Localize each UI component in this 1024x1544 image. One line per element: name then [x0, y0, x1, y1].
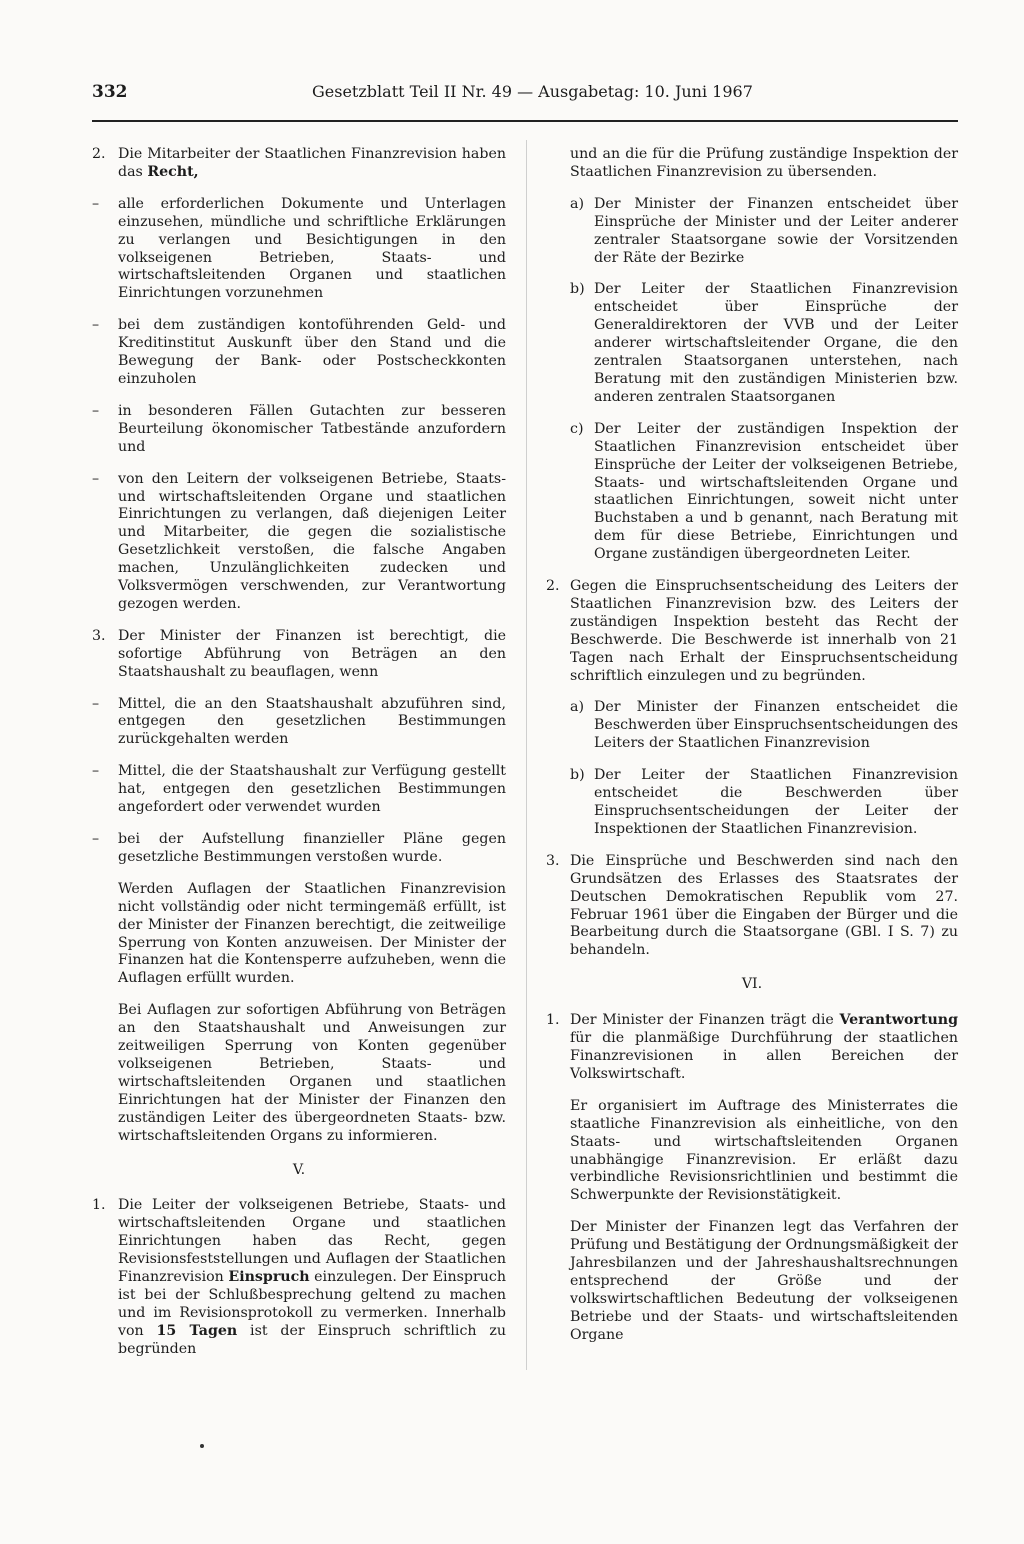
paragraph-v3 — [546, 853, 958, 960]
dash-item: – Mittel, die an den Staatshaushalt abzuführen sind, entgegen den gesetzlichen Bestimmungen zurückgehalten werden — [92, 695, 506, 748]
paragraph-text: Die Einsprüche und Beschwerden sind nach den Grundsätzen des Erlasses des Staatsrates der Deutschen Demokratischen Republik vom 27. Februar 1961 über die Eingaben der Bürger und die Bearbeitung durch die Staatsorgane (GBl. I S. 7) zu behandeln. — [570, 852, 958, 959]
dash-item: – in besonderen Fällen Gutachten zur besseren Beurteilung ökonomischer Tatbestände anzufordern und — [92, 402, 506, 455]
sub-label: c) — [570, 420, 584, 437]
page-number: 332 — [92, 82, 128, 102]
sub-text: Der Leiter der Staatlichen Finanzrevision entscheidet über Einsprüche der Generaldirektoren der VVB und der Leiter anderer wirtschaftsleitender Organe, die den zentralen Staatsorganen unterstehen, nach Beratung mit den zuständigen Ministerien bzw. anderen zentralen Staatsorganen — [594, 281, 958, 405]
sub-label: b) — [570, 767, 585, 784]
sub-text: Der Leiter der Staatlichen Finanzrevision entscheidet die Beschwerden über Einspruchsentscheidungen der Leiter der Inspektionen der Staatlichen Finanzrevision. — [594, 767, 958, 837]
sub-label: a) — [570, 699, 584, 716]
paragraph-number: 2. — [92, 146, 106, 162]
emphasis-verantwortung: Verantwortung — [839, 1012, 958, 1029]
text-run: Die Leiter der volkseigenen Betriebe, Staats- und wirtschaftsleitenden Organe und staatlichen Einrichtungen haben das Recht, gegen Revisionsfeststellungen und Auflagen der Staatlichen Finanzrevision — [118, 1197, 506, 1286]
paragraph-intro: Die Mitarbeiter der Staatlichen Finanzrevision haben das — [118, 146, 506, 180]
left-column — [92, 146, 506, 1373]
dash-text: in besonderen Fällen Gutachten zur besseren Beurteilung ökonomischer Tatbestände anzufordern und — [118, 402, 506, 455]
paragraph-number: 2. — [546, 578, 560, 595]
paragraph-v2 — [546, 578, 958, 685]
text-run: ist der Einspruch schriftlich zu begründen — [118, 1322, 506, 1357]
page-header — [92, 82, 958, 118]
paragraph-text: Gegen die Einspruchsentscheidung des Leiters der Staatlichen Finanzrevision bzw. des Leiters der zuständigen Inspektion besteht das Recht der Beschwerde. Die Beschwerde ist innerhalb von 21 Tagen nach Erhalt der Einspruchsentscheidung schriftlich einzulegen und zu begründen. — [570, 578, 958, 684]
header-rule — [92, 120, 958, 122]
paragraph-2 — [92, 146, 506, 182]
section-heading-v: V. — [292, 1161, 306, 1178]
dash-item: – Mittel, die der Staatshaushalt zur Verfügung gestellt hat, entgegen den gesetzlichen Bestimmungen angefordert oder verwendet wurden — [92, 763, 506, 816]
right-column — [546, 146, 958, 1359]
paragraph-intro: Der Minister der Finanzen ist berechtigt, die sofortige Abführung von Beträgen an den Staatshaushalt zu beauflagen, wenn — [118, 627, 506, 680]
sub-item — [546, 196, 958, 268]
paragraph-3 — [92, 628, 506, 682]
text-run: einzulegen. Der Einspruch ist bei der Schlußbesprechung geltend zu machen und im Revisionsprotokoll zu vermerken. Innerhalb von — [118, 1269, 506, 1339]
column-divider — [526, 140, 527, 1370]
scan-dot — [200, 1444, 204, 1448]
text-run: Der Minister der Finanzen trägt die — [570, 1012, 840, 1029]
paragraph-text: Der Minister der Finanzen legt das Verfahren der Prüfung und Bestätigung der Ordnungsmäßigkeit der Jahresbilanzen und der Jahreshaushaltsrechnungen entsprechend der Größe und der volkswirtschaftlichen Bedeutung der volkseigenen Betriebe und der Staats- und wirtschaftsleitenden Organe — [570, 1219, 958, 1343]
continuation-text: und an die für die Prüfung zuständige Inspektion der Staatlichen Finanzrevision zu übersenden. — [570, 146, 958, 180]
sub-item — [546, 421, 958, 564]
paragraph-number: 3. — [92, 627, 106, 644]
paragraph-text: Bei Auflagen zur sofortigen Abführung von Beträgen an den Staatshaushalt und Anweisungen zur zeitweiligen Sperrung von Konten gegenüber volkseigenen Betrieben, Staats- und wirtschaftsleitenden Organen und staatlichen Einrichtungen hat der Minister der Finanzen den zuständigen Leiter des übergeordneten Staats- bzw. wirtschaftsleitenden Organs zu informieren. — [118, 1002, 506, 1144]
sub-text: Der Minister der Finanzen entscheidet über Einsprüche der Minister und der Leiter anderer zentraler Staatsorgane sowie der Vorsitzenden der Räte der Bezirke — [594, 195, 958, 266]
sub-item — [546, 281, 958, 406]
sub-item — [546, 767, 958, 839]
emphasis-recht: Recht, — [147, 163, 199, 180]
dash-item: – alle erforderlichen Dokumente und Unterlagen einzusehen, mündliche und schriftliche Erklärungen zu verlangen und Besichtigungen in den volkseigenen Betrieben, Staats- und wirtschaftsleitenden Organen und staatlichen Einrichtungen vorzunehmen — [92, 195, 506, 302]
sub-text: Der Minister der Finanzen entscheidet die Beschwerden über Einspruchsentscheidungen des Leiters der Staatlichen Finanzrevision — [594, 699, 958, 752]
sub-label: a) — [570, 195, 584, 212]
dash-item: – bei der Aufstellung finanzieller Pläne gegen gesetzliche Bestimmungen verstoßen wurde. — [92, 831, 506, 865]
dash-item: – bei dem zuständigen kontoführenden Geld- und Kreditinstitut Auskunft über den Stand und die Bewegung der Bank- oder Postscheckkonten einzuholen — [92, 317, 506, 387]
dash-text: bei dem zuständigen kontoführenden Geld- und Kreditinstitut Auskunft über den Stand und die Bewegung der Bank- oder Postscheckkonten einzuholen — [118, 317, 506, 387]
text-run: für die planmäßige Durchführung der staatlichen Finanzrevisionen in allen Bereichen der Volkswirtschaft. — [570, 1030, 958, 1082]
paragraph-number: 1. — [546, 1012, 560, 1029]
paragraph-number: 3. — [546, 852, 560, 869]
dash-text: alle erforderlichen Dokumente und Unterlagen einzusehen, mündliche und schriftliche Erklärungen zu verlangen und Besichtigungen in den volkseigenen Betrieben, Staats- und wirtschaftsleitenden Organen und staatlichen Einrichtungen vorzunehmen — [118, 195, 506, 302]
dash-item: – von den Leitern der volkseigenen Betriebe, Staats- und wirtschaftsleitenden Organe und staatlichen Einrichtungen zu verlangen, daß diejenigen Leiter und Mitarbeiter, die gegen die sozialistische Gesetzlichkeit verstoßen, die falsche Angaben machen, Unzulänglichkeiten zudecken und Volksvermögen verschwenden, zur Verantwortung gezogen werden. — [92, 470, 506, 612]
paragraph-v1 — [92, 1197, 506, 1358]
paragraph-text: Er organisiert im Auftrage des Ministerrates die staatliche Finanzrevision als einheitliche, von den Staats- und wirtschaftsleitenden Organen unabhängige Finanzrevision. Er erläßt dazu verbindliche Revisionsrichtlinien und bestimmt die Schwerpunkte der Revisionstätigkeit. — [570, 1097, 958, 1204]
dash-text: Mittel, die der Staatshaushalt zur Verfügung gestellt hat, entgegen den gesetzlichen Bestimmungen angefordert oder verwendet wurden — [118, 763, 506, 816]
sub-item — [546, 699, 958, 753]
emphasis-15-tagen: 15 Tagen — [156, 1322, 238, 1339]
dash-text: bei der Aufstellung finanzieller Pläne gegen gesetzliche Bestimmungen verstoßen wurde. — [118, 831, 506, 865]
sub-text: Der Leiter der zuständigen Inspektion der Staatlichen Finanzrevision entscheidet über Einsprüche der Leiter der volkseigenen Betriebe, Staats- und wirtschaftsleitenden Organe und staatlichen Einrichtungen, soweit nicht unter Buchstaben a und b genannt, nach Beratung mit dem für diese Betriebe, Einrichtungen und Organe zuständigen übergeordneten Leiter. — [594, 420, 958, 563]
header-title: Gesetzblatt Teil II Nr. 49 — Ausgabetag: 10. Juni 1967 — [312, 82, 753, 101]
sub-label: b) — [570, 281, 585, 298]
emphasis-einspruch: Einspruch — [228, 1269, 310, 1286]
paragraph-vi1 — [546, 1012, 958, 1084]
paragraph-number: 1. — [92, 1197, 106, 1214]
dash-text: von den Leitern der volkseigenen Betriebe, Staats- und wirtschaftsleitenden Organe und staatlichen Einrichtungen zu verlangen, daß diejenigen Leiter und Mitarbeiter, die gegen die sozialistische Gesetzlichkeit verstoßen, die falsche Angaben machen, Unzulänglichkeiten zudecken und Volksvermögen verschwenden, zur Verantwortung gezogen werden. — [118, 470, 506, 612]
dash-text: Mittel, die an den Staatshaushalt abzuführen sind, entgegen den gesetzlichen Bestimmungen zurückgehalten werden — [118, 695, 506, 748]
section-heading-vi: VI. — [741, 976, 763, 993]
paragraph-text: Werden Auflagen der Staatlichen Finanzrevision nicht vollständig oder nicht termingemäß erfüllt, ist der Minister der Finanzen berechtigt, die zeitweilige Sperrung von Konten anzuweisen. Der Minister der Finanzen hat die Kontensperre aufzuheben, wenn die Auflagen erfüllt wurden. — [118, 880, 506, 987]
